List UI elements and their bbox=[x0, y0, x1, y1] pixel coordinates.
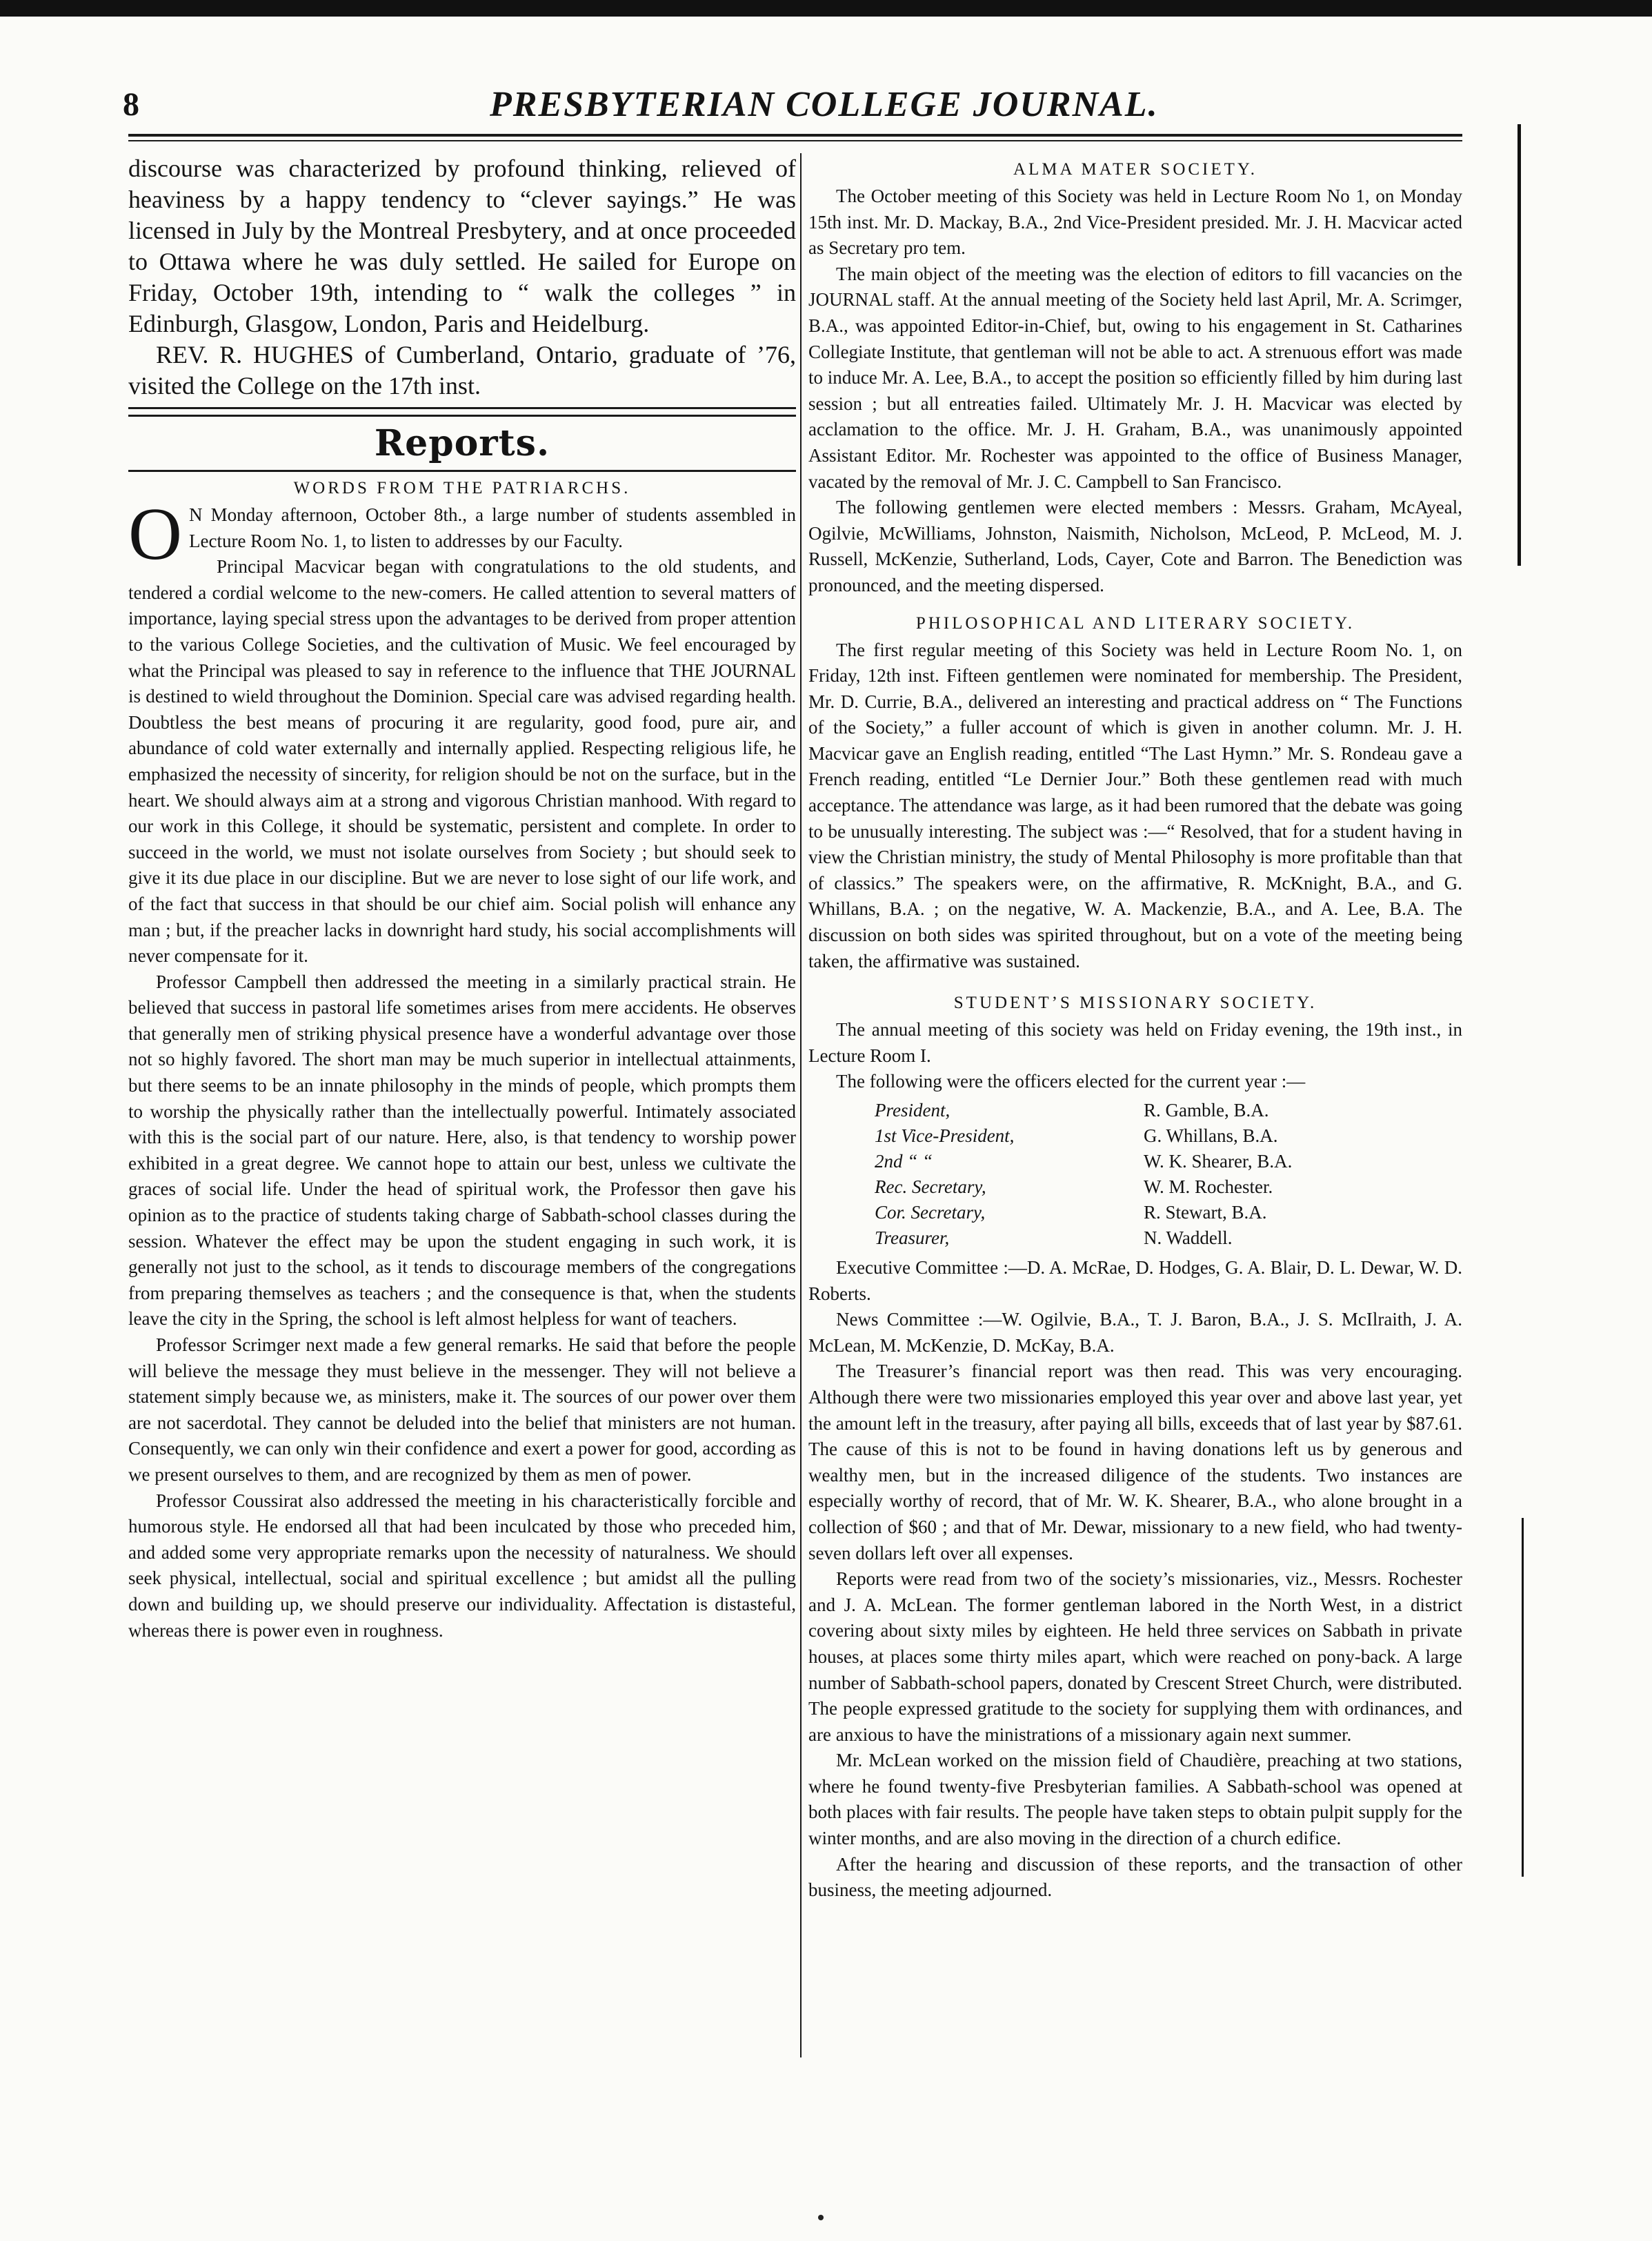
officer-row bbox=[875, 1098, 1462, 1123]
officer-office: 1st Vice-President, bbox=[875, 1125, 1015, 1146]
officer-name: G. Whillans, B.A. bbox=[1144, 1125, 1278, 1146]
missionary-paragraph: The Treasurer’s financial report was then read. This was very encouraging. Although there were two missionaries employed this year over and above last year, yet the amount left in the treasury, after paying all bills, exceeds that of last year by $87.61. The cause of this is not to be found in having donations left us by generous and wealthy men, but in the increased diligence of the students. Two instances are especially worthy of record, that of Mr. W. K. Shearer, B.A., who alone brought in a collection of $60 ; and that of Mr. Dewar, missionary to a new field, who had twenty-seven dollars left over all expenses. bbox=[808, 1361, 1462, 1563]
body-paragraph: Professor Coussirat also addressed the meeting in his characteristically forcible and humorous style. He endorsed all that had been inculcated by those who preceded him, and added some very appropriate remarks upon the necessity of naturalness. We should seek physical, intellectual, social and spiritual excellence ; but amidst all the pulling down and building up, we should preserve our individuality. Affectation is distasteful, whereas there is power even in roughness. bbox=[128, 1490, 796, 1641]
officer-row bbox=[875, 1123, 1462, 1149]
officers-intro: The following were the officers elected for the current year :— bbox=[836, 1071, 1306, 1092]
officer-name: W. M. Rochester. bbox=[1144, 1176, 1273, 1197]
section-title: Reports. bbox=[374, 422, 550, 464]
scan-edge-mark bbox=[1522, 1518, 1524, 1877]
missionary-intro: The annual meeting of this society was held on Friday evening, the 19th inst., in Lecture Room I. bbox=[808, 1019, 1462, 1066]
officer-row bbox=[875, 1200, 1462, 1225]
header-rule-thin bbox=[128, 140, 1462, 141]
officer-office: Cor. Secretary, bbox=[875, 1202, 986, 1223]
scan-edge-mark bbox=[1517, 124, 1521, 566]
section-rule bbox=[128, 407, 796, 417]
intro-paragraph: discourse was characterized by profound thinking, relieved of heaviness by a happy tendency to “clever sayings.” He was licensed in July by the Montreal Presbytery, and at once proceeded to Ottawa where he was duly settled. He sailed for Europe on Friday, October 19th, intending to “ walk the colleges ” in Edinburgh, Glasgow, London, Paris and Heidelburg. bbox=[128, 155, 796, 337]
officer-name: R. Gamble, B.A. bbox=[1144, 1100, 1269, 1120]
top-border bbox=[0, 0, 1652, 17]
body-paragraph: Principal Macvicar began with congratulations to the old students, and tendered a cordial welcome to the new-comers. He called attention to several matters of importance, laying special stress upon the advantages to be derived from proper attention to the various College Societies, and the cultivation of Music. We feel encouraged by what the Principal was pleased to say in reference to the influence that THE JOURNAL is destined to wield throughout the Dominion. Special care was advised regarding health. Doubtless the best means of procuring it are regularity, good food, pure air, and abundance of cold water externally and internally applied. Respecting religious life, he emphasized the necessity of sincerity, for religion should be not on the surface, but in the heart. We should always aim at a strong and vigorous Christian manhood. With regard to our work in this College, it should be systematic, persistent and complete. In order to succeed in the world, we must not isolate ourselves from Society ; but should seek to give it its due place in our discipline. But we are never to lose sight of our life work, and of the fact that success in that should be our chief aim. Social polish will enhance any man ; but, if the preacher lacks in downright hard study, his social accomplishments will never compensate for it. bbox=[128, 556, 796, 967]
alma-mater-paragraph: The main object of the meeting was the election of editors to fill vacancies on the JOURNAL staff. At the annual meeting of the Society held last April, Mr. A. Scrimger, B.A., was appointed Editor-in-Chief, but, owing to his engagement in St. Catharines Collegiate Institute, that gentleman will not be able to act. A strenuous effort was made to induce Mr. A. Lee, B.A., to accept the position so efficiently filled by him during last session ; but all entreaties failed. Ultimately Mr. J. H. Macvicar was elected by acclamation to the office. Mr. J. H. Graham, B.A., was unanimously appointed Assistant Editor. Mr. Rochester was appointed to the office of Business Manager, vacated by the removal of Mr. J. C. Campbell to San Francisco. bbox=[808, 263, 1462, 492]
left-column bbox=[128, 153, 796, 2154]
alma-mater-title: ALMA MATER SOCIETY. bbox=[1013, 160, 1258, 179]
alma-mater-paragraph: The following gentlemen were elected members : Messrs. Graham, McAyeal, Ogilvie, McWilliams, Johnston, Naismith, Nicholson, McLeod, P. McLeod, M. J. Russell, McKenzie, Sutherland, Lods, Cayer, Cote and Barron. The Benediction was pronounced, and the meeting dispersed. bbox=[808, 497, 1462, 595]
opening-paragraph bbox=[128, 493, 796, 575]
officer-office: 2nd “ “ bbox=[875, 1151, 933, 1172]
section-rule bbox=[128, 470, 796, 472]
officer-office: President, bbox=[875, 1100, 951, 1120]
missionary-paragraph: Mr. McLean worked on the mission field of Chaudière, preaching at two stations, where he found twenty-five Presbyterian families. A Sabbath-school was opened at both places with fair results. The people have taken steps to obtain pulpit supply for the winter months, and are also moving in the direction of a church edifice. bbox=[808, 1750, 1462, 1849]
philosophical-title: PHILOSOPHICAL AND LITERARY SOCIETY. bbox=[915, 613, 1355, 633]
philosophical-paragraph: The first regular meeting of this Society was held in Lecture Room No. 1, on Friday, 12th inst. Fifteen gentlemen were nominated for membership. The President, Mr. D. Currie, B.A., delivered an interesting and practical address on “ The Functions of the Society,” a fuller account of which is given in another column. Mr. J. H. Macvicar gave an English reading, entitled “The Last Hymn.” Mr. S. Rondeau gave a French reading, entitled “Le Dernier Jour.” Both these gentlemen read with much acceptance. The attendance was large, as it had been rumored that the debate was going to be unusually interesting. The subject was :—“ Resolved, that for a student having in view the Christian ministry, the study of Mental Philosophy is more profitable than that of classics.” The speakers were, on the affirmative, R. McKnight, B.A., and G. Whillans, B.A. ; on the negative, W. A. Mackenzie, B.A., and A. Lee, B.A. The discussion on both sides was spirited throughout, but on a vote of the meeting being taken, the affirmative was sustained. bbox=[808, 639, 1462, 971]
column-divider bbox=[800, 153, 802, 2057]
body-paragraph: Professor Scrimger next made a few general remarks. He said that before the people will believe the message they must believe in the messenger. They will not believe a statement simply because we, as ministers, make it. The sources of our power over them are not sacerdotal. They cannot be deluded into the belief that ministers are not human. Consequently, we can only win their confidence and exert a power for good, according as we present ourselves to them, and are recognized by them as men of power. bbox=[128, 1334, 796, 1485]
officer-office: Rec. Secretary, bbox=[875, 1176, 986, 1197]
opening-text: N Monday afternoon, October 8th., a large number of students assembled in Lecture Room No. 1, to listen to addresses by our Faculty. bbox=[189, 504, 796, 551]
officer-name: W. K. Shearer, B.A. bbox=[1144, 1151, 1293, 1172]
officers-list bbox=[875, 1098, 1462, 1251]
officer-row bbox=[875, 1225, 1462, 1251]
body-paragraph: Professor Campbell then addressed the meeting in a similarly practical strain. He believed that success in pastoral life sometimes arises from mere accidents. He observes that generally men of striking physical presence have a wonderful advantage over those not so highly favored. The short man may be much superior in intellectual attainments, but there seems to be an innate philosophy in the minds of people, which prompts them to worship the physically rather than the intellectually powerful. Intimately associated with this is the social part of our nature. Here, also, is that tendency to worship power exhibited in a great degree. We cannot hope to attain our best, unless we cultivate the graces of social life. Under the head of spiritual work, the Professor then gave his opinion as to the practice of students taking charge of Sabbath-school classes during the session. Whatever the effect may be upon the student engaging in such work, it is generally not just to the school, as it tends to discourage members of the congregations from preparing themselves as teachers ; and the consequence is that, when the students leave the city in the Spring, the school is left almost helpless for want of teachers. bbox=[128, 971, 796, 1330]
officer-row bbox=[875, 1149, 1462, 1174]
article-title: WORDS FROM THE PATRIARCHS. bbox=[293, 479, 631, 497]
header-rule bbox=[128, 134, 1462, 137]
intro-paragraph: REV. R. HUGHES of Cumberland, Ontario, graduate of ’76, visited the College on the 17th inst. bbox=[128, 341, 796, 399]
right-column bbox=[808, 153, 1462, 2154]
page-number: 8 bbox=[123, 86, 139, 123]
scan-speck bbox=[818, 2215, 824, 2220]
news-committee: News Committee :—W. Ogilvie, B.A., T. J. Baron, B.A., J. S. McIlraith, J. A. McLean, M. McKenzie, D. McKay, B.A. bbox=[808, 1309, 1462, 1356]
officer-name: N. Waddell. bbox=[1144, 1227, 1233, 1248]
missionary-title: STUDENT’S MISSIONARY SOCIETY. bbox=[953, 994, 1317, 1013]
alma-mater-paragraph: The October meeting of this Society was held in Lecture Room No 1, on Monday 15th inst. Mr. D. Mackay, B.A., 2nd Vice-President presided. Mr. J. H. Macvicar acted as Secretary pro tem. bbox=[808, 186, 1462, 259]
drop-cap: O bbox=[128, 493, 182, 575]
officer-office: Treasurer, bbox=[875, 1227, 950, 1248]
page-header bbox=[117, 84, 1455, 130]
journal-title: PRESBYTERIAN COLLEGE JOURNAL. bbox=[490, 85, 1159, 124]
officer-row bbox=[875, 1174, 1462, 1200]
missionary-paragraph: Reports were read from two of the society’s missionaries, viz., Messrs. Rochester and J. A. McLean. The former gentleman labored in the North West, in a district covering about sixty miles by eighteen. He held three services on Sabbath in private houses, at places some thirty miles apart, which were reached on pony-back. A large number of Sabbath-school papers, donated by Crescent Street Church, were distributed. The people expressed gratitude to the society for supplying them with ordinances, and are anxious to have the ministrations of a missionary again next summer. bbox=[808, 1568, 1462, 1745]
officer-name: R. Stewart, B.A. bbox=[1144, 1202, 1267, 1223]
executive-committee: Executive Committee :—D. A. McRae, D. Hodges, G. A. Blair, D. L. Dewar, W. D. Roberts. bbox=[808, 1257, 1462, 1304]
missionary-paragraph: After the hearing and discussion of these reports, and the transaction of other business, the meeting adjourned. bbox=[808, 1853, 1462, 1901]
